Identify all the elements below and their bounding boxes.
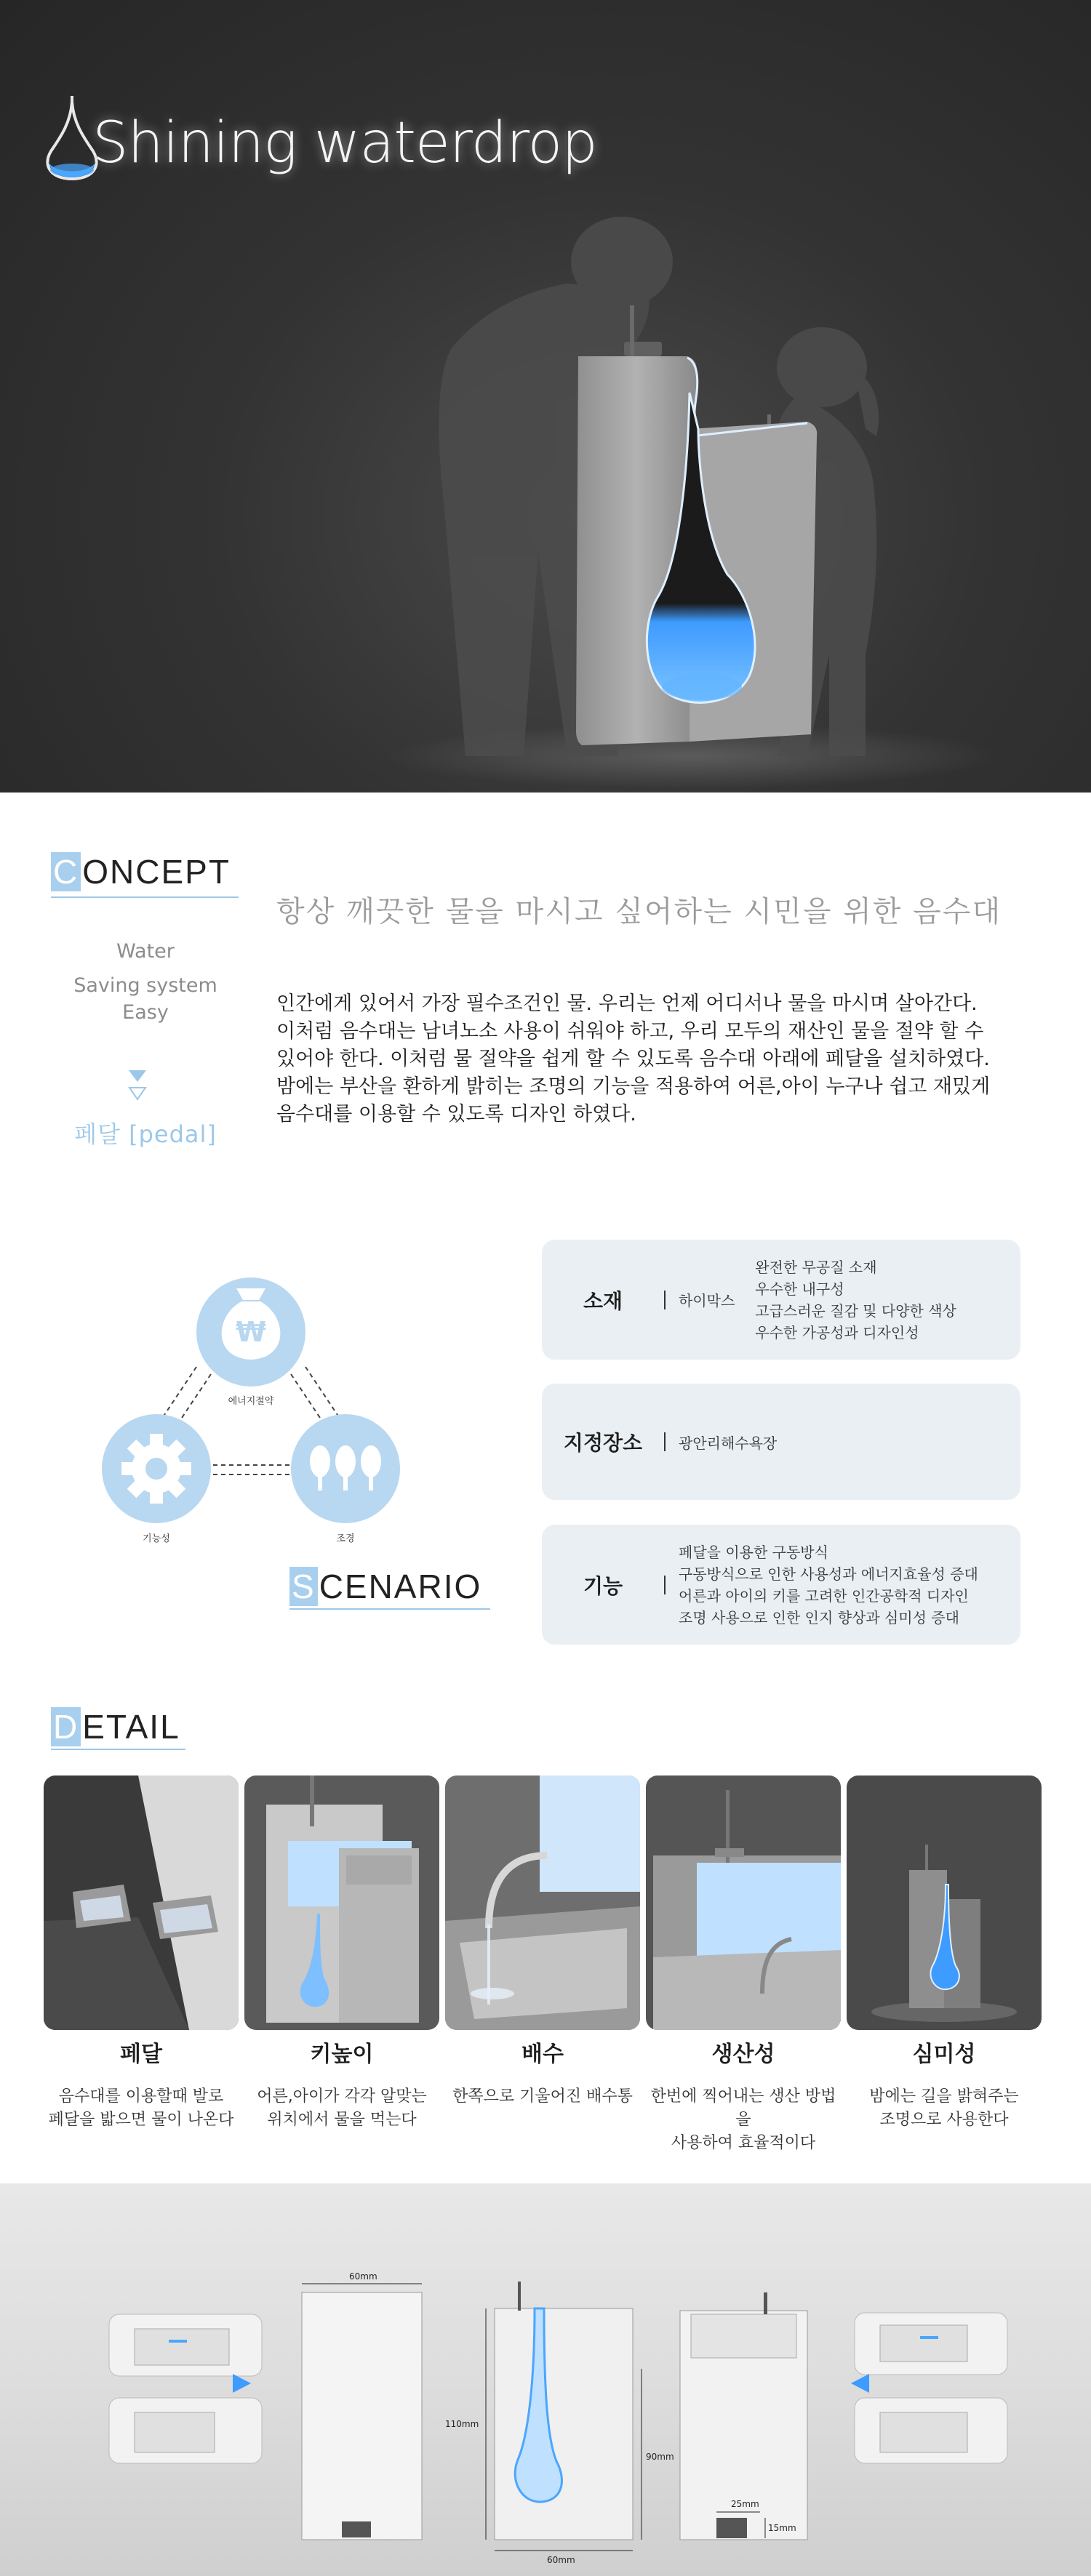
caption-desc (44, 2085, 239, 2132)
concept-paragraph (276, 990, 1051, 1128)
landscape-label: 조경 (336, 1533, 355, 1544)
module-stack-left (109, 2314, 262, 2463)
paragraph-line: 음수대를 이용할 수 있도록 디자인 하였다. (276, 1103, 636, 1126)
dimension-drawing (0, 2183, 1091, 2576)
module-stack-right (851, 2313, 1007, 2463)
spec-line: 우수한 내구성 (755, 1280, 844, 1298)
caption-line: 조명으로 사용한다 (879, 2111, 1009, 2129)
keyword-item: Saving system (73, 974, 217, 997)
scenario-heading-rest: CENARIO (319, 1568, 482, 1605)
detail-heading-cap: D (51, 1707, 81, 1746)
spec-lines (679, 1541, 978, 1629)
spec-card-function (542, 1525, 1020, 1645)
paragraph-line: 있어야 한다. 이처럼 물 절약을 쉽게 할 수 있도록 음수대 아래에 페달을 설치하였다. (276, 1048, 990, 1070)
svg-text:25mm: 25mm (731, 2499, 759, 2509)
caption-desc (646, 2085, 841, 2155)
down-arrows-icon (127, 1067, 148, 1102)
caption-title: 키높이 (310, 2042, 374, 2067)
energy-saving-label: 에너지절약 (228, 1396, 274, 1407)
spec-line: 고급스러운 질감 및 다양한 색상 (755, 1301, 956, 1320)
spec-separator (664, 1576, 666, 1594)
caption-height (244, 2036, 439, 2155)
spec-card-material (542, 1240, 1020, 1360)
spec-key: 소재 (583, 1288, 623, 1313)
paragraph-line: 이처럼 음수대는 남녀노소 사용이 쉬워야 하고, 우리 모두의 재산인 물을 절약 할 수 (276, 1020, 984, 1043)
spec-key: 지정장소 (563, 1431, 643, 1455)
spec-line: 페달을 이용한 구동방식 (679, 1543, 828, 1561)
caption-aesthetics (847, 2036, 1042, 2155)
photo-pedal (44, 1775, 239, 2030)
functionality-node (102, 1414, 211, 1544)
detail-heading (51, 1707, 180, 1746)
trees-icon (310, 1445, 381, 1490)
caption-productivity (646, 2036, 841, 2155)
page-title: Shining waterdrop (92, 111, 597, 176)
spec-line: 구동방식으로 인한 사용성과 에너지효율성 증대 (679, 1565, 978, 1583)
caption-line: 페달을 밟으면 물이 나온다 (48, 2111, 234, 2129)
caption-line: 어른,아이가 각각 알맞는 (257, 2087, 427, 2106)
caption-line: 한쪽으로 기울어진 배수통 (452, 2087, 633, 2106)
concept-heading (51, 852, 231, 891)
caption-line: 위치에서 물을 먹는다 (267, 2111, 417, 2129)
svg-text:₩: ₩ (236, 1316, 266, 1348)
caption-title: 페달 (120, 2042, 162, 2067)
spec-card-location (542, 1384, 1020, 1500)
scenario-heading (289, 1567, 481, 1606)
spec-line: 완전한 무공질 소재 (755, 1258, 877, 1276)
caption-title: 배수 (521, 2042, 564, 2067)
caption-line: 사용하여 효율적이다 (671, 2134, 816, 2152)
photo-drainage (445, 1775, 640, 2030)
concept-divider (51, 896, 239, 898)
svg-text:90mm: 90mm (646, 2452, 674, 2462)
caption-line: 음수대를 이용할때 발로 (58, 2087, 224, 2106)
spec-value: 광안리해수욕장 (679, 1434, 778, 1452)
gear-icon (121, 1434, 191, 1504)
energy-saving-node (196, 1277, 305, 1407)
concept-heading-rest: ONCEPT (82, 853, 231, 891)
fountain-side-view (302, 2271, 422, 2540)
caption-line: 밤에는 길을 밝혀주는 (869, 2087, 1019, 2106)
fountain-front-view (445, 2282, 674, 2565)
spec-line: 조명 사용으로 인한 인지 향상과 심미성 증대 (679, 1608, 959, 1626)
spec-line: 우수한 가공성과 디자인성 (755, 1323, 919, 1341)
caption-desc (445, 2085, 640, 2108)
spec-separator (664, 1432, 666, 1451)
paragraph-line: 밤에는 부산을 환하게 밝히는 조명의 기능을 적용하여 어른,아이 누구나 쉽고 재밌게 (276, 1075, 991, 1098)
paragraph-line: 인간에게 있어서 가장 필수조건인 물. 우리는 언제 어디서나 물을 마시며 살아간다. (276, 992, 978, 1015)
concept-heading-cap: C (51, 852, 81, 891)
spec-separator (664, 1291, 666, 1309)
svg-text:15mm: 15mm (768, 2523, 796, 2533)
fountain-back-view (680, 2292, 807, 2540)
spec-key: 기능 (583, 1573, 623, 1598)
functionality-label: 기능성 (143, 1533, 170, 1544)
svg-text:60mm: 60mm (349, 2271, 377, 2282)
logo (38, 95, 597, 182)
scenario-diagram (87, 1243, 422, 1556)
photo-aesthetics (847, 1775, 1042, 2030)
concept-headline: 항상 깨끗한 물을 마시고 싶어하는 시민을 위한 음수대 (276, 895, 1002, 928)
hero-banner (0, 0, 1091, 793)
concept-keywords (51, 938, 240, 1026)
detail-heading-rest: ETAIL (82, 1708, 180, 1746)
caption-desc (244, 2085, 439, 2132)
detail-photos (44, 1775, 1042, 2030)
pedal-label: 페달 [pedal] (74, 1120, 217, 1148)
landscape-node (291, 1414, 400, 1544)
caption-pedal (44, 2036, 239, 2155)
keyword-item: Easy (122, 1001, 169, 1024)
svg-text:60mm: 60mm (547, 2555, 575, 2565)
caption-title: 생산성 (711, 2042, 775, 2067)
caption-desc (847, 2085, 1042, 2132)
photo-productivity (646, 1775, 841, 2030)
keyword-item: Water (116, 940, 175, 963)
caption-line: 한번에 찍어내는 생산 방법을 (650, 2087, 836, 2129)
detail-divider (51, 1749, 185, 1750)
detail-captions (44, 2036, 1042, 2155)
dimension-render (0, 2183, 1091, 2576)
photo-height (244, 1775, 439, 2030)
caption-title: 심미성 (912, 2042, 976, 2067)
spec-lines (755, 1256, 956, 1344)
svg-text:110mm: 110mm (445, 2419, 479, 2429)
spec-value: 하이막스 (679, 1292, 735, 1309)
caption-drainage (445, 2036, 640, 2155)
scenario-divider (289, 1608, 490, 1610)
spec-line: 어른과 아이의 키를 고려한 인간공학적 디자인 (679, 1586, 969, 1605)
scenario-heading-cap: S (289, 1567, 318, 1606)
